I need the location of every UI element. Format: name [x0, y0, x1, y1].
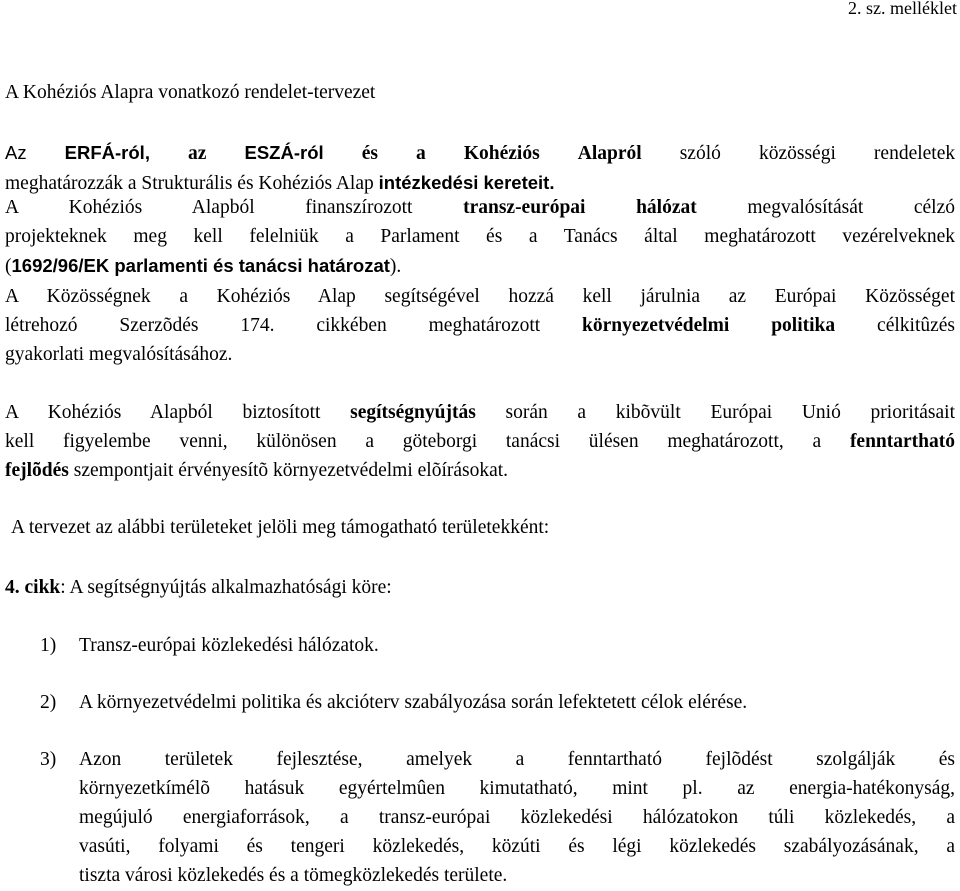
paragraph-environment-policy [5, 282, 955, 369]
paragraph-line [5, 193, 955, 222]
article-text: : A segítségnyújtás alkalmazhatósági köre: [60, 577, 392, 598]
text-span: célkitûzés [877, 315, 956, 336]
list-item-line: környezetkímélõ hatásuk egyértelmûen kimutatható, mint pl. az energia-hatékonyság, [79, 778, 955, 799]
bold-term: segítségnyújtás [350, 402, 476, 423]
bold-term: és [361, 143, 378, 164]
text-span: szóló [679, 143, 721, 164]
bold-term: Kohéziós [463, 143, 540, 164]
bold-term: fenntartható [849, 431, 956, 452]
paragraph-regulations [5, 138, 955, 198]
paragraph-line [5, 138, 955, 168]
list-item-text: A környezetvédelmi politika és akcióterv szabályozása során lefektetett célok elérése. [79, 692, 748, 713]
list-item-text [79, 745, 955, 890]
text-span: Az [5, 142, 27, 163]
bold-term: környezetvédelmi politika [582, 315, 836, 336]
paragraph-line [5, 456, 955, 485]
list-item-number: 3) [40, 749, 57, 770]
text-span: kell figyelembe venni, különösen a göteborgi tanácsi ülésen meghatározott, a [5, 431, 822, 452]
paragraph-line [5, 311, 955, 340]
bold-term: ESZÁ-ról [244, 142, 324, 163]
text-span: ( [5, 256, 12, 277]
paragraph-line: gyakorlati megvalósításához. [5, 344, 233, 365]
bold-term: az [188, 143, 207, 164]
list-item-text: Transz-európai közlekedési hálózatok. [79, 635, 379, 656]
text-span: során a kibõvült Európai Unió prioritásait [505, 402, 956, 423]
bold-term: Alapról [577, 143, 642, 164]
bold-term: ERFÁ-ról, [64, 142, 150, 163]
text-span: ). [389, 256, 402, 277]
paragraph-eligible-areas: A tervezet az alábbi területeket jelöli meg támogatható területekként: [11, 517, 550, 538]
paragraph-line [5, 427, 955, 456]
paragraph-assistance [5, 398, 955, 485]
text-span: meghatározzák a Strukturális és Kohéziós Alap [5, 173, 374, 194]
bold-term: intézkedési kereteit. [378, 172, 555, 193]
paragraph-line [5, 398, 955, 427]
text-span: rendeletek [873, 143, 956, 164]
paragraph-line: A Közösségnek a Kohéziós Alap segítségével hozzá kell járulnia az Európai Közösséget [5, 286, 955, 307]
text-span: létrehozó Szerzõdés 174. cikkében meghatározott [5, 315, 541, 336]
paragraph-line: projekteknek meg kell felelniük a Parlament és a Tanács által meghatározott vezérelveknek [5, 226, 955, 247]
text-span: A Kohéziós Alapból finanszírozott [5, 197, 413, 218]
bold-term: a [416, 143, 426, 164]
bold-term: transz-európai hálózat [463, 197, 697, 218]
list-item-line: vasúti, folyami és tengeri közlekedés, közúti és légi közlekedés szabályozásának, a [79, 836, 955, 857]
list-item-number: 1) [40, 635, 57, 656]
list-item-line: tiszta városi közlekedés és a tömegközlekedés területe. [79, 865, 508, 886]
list-item-number: 2) [40, 692, 57, 713]
paragraph-line [5, 251, 955, 281]
text-span: megvalósítását célzó [747, 197, 956, 218]
list-item-line: Azon területek fejlesztése, amelyek a fenntartható fejlõdést szolgálják és [79, 749, 955, 770]
bold-term: 1692/96/EK parlamenti és tanácsi határozat [11, 255, 390, 276]
article-label: 4. cikk [5, 577, 61, 598]
text-span: A Kohéziós Alapból biztosított [5, 402, 321, 423]
article-heading [5, 573, 955, 602]
text-span: szempontjait érvényesítõ környezetvédelmi elõírásokat. [73, 460, 509, 481]
text-span: közösségi [758, 143, 836, 164]
page-title: A Kohéziós Alapra vonatkozó rendelet-tervezet [5, 82, 376, 103]
bold-term: fejlõdés [5, 460, 69, 481]
annex-label: 2. sz. melléklet [848, 0, 957, 18]
paragraph-transeuropean-network [5, 193, 955, 281]
list-item-line: megújuló energiaforrások, a transz-európai közlekedési hálózatokon túli közlekedés, a [79, 807, 955, 828]
